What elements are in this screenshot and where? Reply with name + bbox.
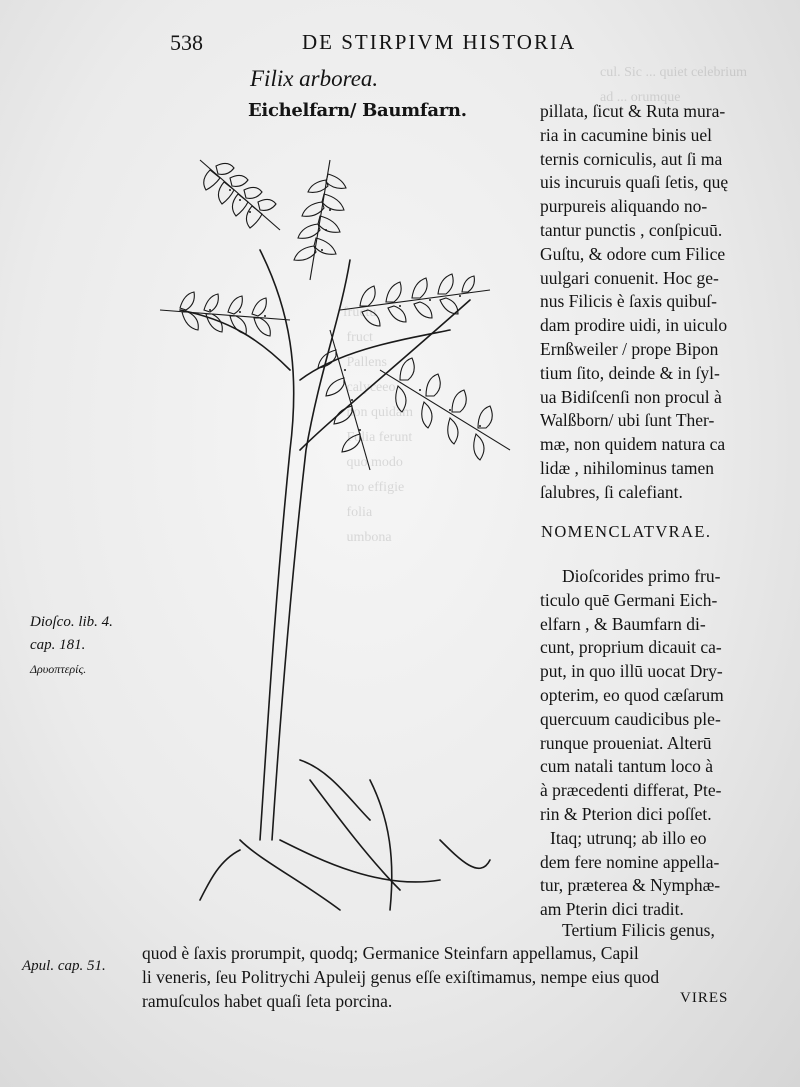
text-line: opterim, eo quod cæſarum <box>540 684 724 705</box>
text-line: ternis corniculis, aut ſi ma <box>540 148 723 169</box>
text-line: ria in cacumine binis uel <box>540 124 713 145</box>
text-line: rin & Pterion dici poſſet. <box>540 803 712 824</box>
text-line: tantur punctis , conſpicuū. <box>540 219 723 240</box>
text-line: uulgari conuenit. Hoc ge- <box>540 267 719 288</box>
text-line: elfarn , & Baumfarn di- <box>540 613 706 634</box>
text-line: uis incuruis quaſi ſetis, quę <box>540 172 729 193</box>
full-width-line: quod è ſaxis prorumpit, quodq; Germanice Steinfarn appellamus, Capil <box>142 943 639 963</box>
description-column <box>540 100 765 505</box>
text-line: dem fere nomine appella- <box>540 851 720 872</box>
text-line: ſalubres, ſi calefiant. <box>540 481 683 502</box>
show-through-text: cul. Sic ... quiet celebrium ad ... orumque <box>600 65 747 105</box>
full-width-line: li veneris, ſeu Politrychi Apuleij genus eſſe exiſtimamus, nempe eius quod <box>142 967 660 987</box>
text-line: ticulo quē Germani Eich- <box>540 589 718 610</box>
full-width-line: ramuſculos habet quaſi ſeta porcina. <box>142 991 393 1011</box>
text-line: Dioſcorides primo fru- <box>562 566 721 586</box>
nomenclature-column <box>540 565 765 922</box>
nomenclature-heading: NOMENCLATVRAE. <box>541 522 712 541</box>
show-through-text: fructu fruct Pallens calyceeo non quidam Folia ferunt quo modo mo effigie folia umbona <box>343 305 413 545</box>
text-line: cunt, proprium dicauit ca- <box>540 637 722 658</box>
plant-latin-name: Filix arborea. <box>250 66 379 91</box>
text-line: nus Filicis è ſaxis quibuſ- <box>540 291 717 312</box>
text-line: Guſtu, & odore cum Filice <box>540 243 726 264</box>
text-line: Itaq; utrunq; ab illo eo <box>550 827 707 848</box>
fern-illustration <box>140 120 530 920</box>
margin-reference: Dioſco. lib. 4. <box>30 614 113 630</box>
text-line: pillata, ſicut & Ruta mura- <box>540 101 726 121</box>
plant-german-names: Eichelfarn/ Baumfarn. <box>248 100 467 121</box>
text-line: tur, præterea & Nymphæ- <box>540 875 721 896</box>
text-line: dam prodire uidi, in uiculo <box>540 315 728 336</box>
text-line: cum natali tantum loco à <box>540 756 714 777</box>
text-line: runque proueniat. Alterū <box>540 732 712 753</box>
text-line: Ernßweiler / prope Bipon <box>540 338 719 359</box>
text-line: am Pterin dici tradit. <box>540 899 684 920</box>
text-line: put, in quo illū uocat Dry- <box>540 661 723 682</box>
text-line: mæ, non quidem natura ca <box>540 434 726 455</box>
margin-greek-name: Δρυοπτερίς. <box>30 662 87 676</box>
text-line: ua Bidiſcenſi non procul à <box>540 386 722 407</box>
text-line: quercuum caudicibus ple- <box>540 708 721 729</box>
text-line: à præcedenti differat, Pte- <box>540 780 722 801</box>
text-line: tium ſito, deinde & in ſyl- <box>540 362 720 383</box>
text-line: Walßborn/ ubi ſunt Ther- <box>540 410 715 431</box>
text-line: lidæ , nihilominus tamen <box>540 457 715 478</box>
catchword: VIRES <box>680 990 729 1006</box>
running-title: DE STIRPIVM HISTORIA <box>302 30 577 54</box>
full-width-line: Tertium Filicis genus, <box>562 920 715 940</box>
margin-reference: cap. 181. <box>30 637 86 653</box>
text-line: purpureis aliquando no- <box>540 196 708 217</box>
margin-reference: Apul. cap. 51. <box>22 958 106 974</box>
page-number: 538 <box>170 30 203 55</box>
